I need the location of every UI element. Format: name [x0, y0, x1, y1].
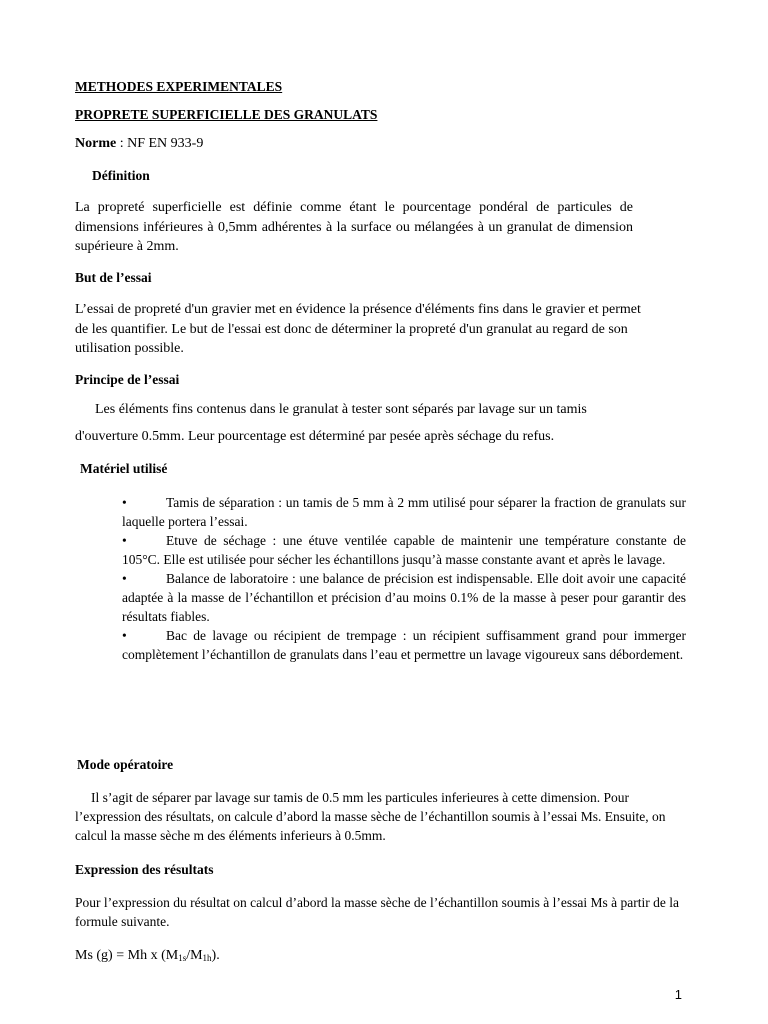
bullet-icon: • — [122, 628, 127, 643]
norme-label: Norme — [75, 136, 117, 151]
materiel-item: • Etuve de séchage : une étuve ventilée capable de maintenir une température constante de 105°C. Elle est utilisée pour sécher les échantillons jusqu’à masse constante avant et après le lavage. — [122, 533, 686, 567]
norme-line — [75, 136, 203, 152]
materiel-heading: Matériel utilisé — [80, 461, 168, 476]
materiel-item: • Balance de laboratoire : une balance de précision est indispensable. Elle doit avoir une capacité adaptée à la masse de l’échantillon et précision d’au moins 0.1% de la masse à peser pour garantir des résultats fiables. — [122, 571, 686, 624]
but-heading: But de l’essai — [75, 270, 152, 285]
formula: Ms (g) = Mh x $(M_{1s}/M_{1h})$. — [75, 948, 220, 963]
materiel-item: • Bac de lavage ou récipient de trempage : un récipient suffisamment grand pour immerger complètement l’échantillon de granulats dans l’eau et permettre un lavage vigoureux sans débordement. — [122, 628, 686, 662]
bullet-icon: • — [122, 533, 127, 548]
expression-heading: Expression des résultats — [75, 862, 214, 877]
but-text: L’essai de propreté d'un gravier met en évidence la présence d'éléments fins dans le gravier et permet de les quantifier. Le but de l'essai est donc de déterminer la propreté d'un granulat au regard de son utilisation possible. — [75, 302, 641, 356]
bullet-icon: • — [122, 495, 127, 510]
expression-text: Pour l’expression du résultat on calcul d’abord la masse sèche de l’échantillon soumis à l’essai Ms à partir de la formule suivante. — [75, 895, 679, 929]
principe-heading: Principe de l’essai — [75, 372, 180, 387]
bullet-icon: • — [122, 571, 127, 586]
materiel-list — [122, 493, 686, 664]
principe-line-1: Les éléments fins contenus dans le granulat à tester sont séparés par lavage sur un tamis — [95, 402, 587, 417]
materiel-item: • Tamis de séparation : un tamis de 5 mm à 2 mm utilisé pour séparer la fraction de granulats sur laquelle portera l’essai. — [122, 495, 686, 529]
principe-line-2: d'ouverture 0.5mm. Leur pourcentage est déterminé par pesée après séchage du refus. — [75, 429, 555, 444]
mode-heading: Mode opératoire — [77, 757, 174, 772]
norme-value: : NF EN 933-9 — [116, 136, 204, 151]
page-number: 1 — [674, 987, 682, 1002]
title-methodes: METHODES EXPERIMENTALES — [75, 79, 283, 94]
mode-text: Il s’agit de séparer par lavage sur tamis de 0.5 mm les particules inferieures à cette dimension. Pour l’expression des résultats, on calcule d’abord la masse sèche de l’échantillon soumis à l’essai Ms. Ensuite, on calcul la masse sèche m des éléments inferieurs à 0.5mm. — [75, 790, 666, 843]
title-proprete: PROPRETE SUPERFICIELLE DES GRANULATS — [75, 107, 378, 122]
definition-heading: Définition — [92, 168, 150, 183]
definition-text: La propreté superficielle est définie comme étant le pourcentage pondéral de particules de dimensions inférieures à 0,5mm adhérentes à la surface ou mélangées à un granulat de dimension supérieure à 2mm. — [75, 200, 633, 254]
